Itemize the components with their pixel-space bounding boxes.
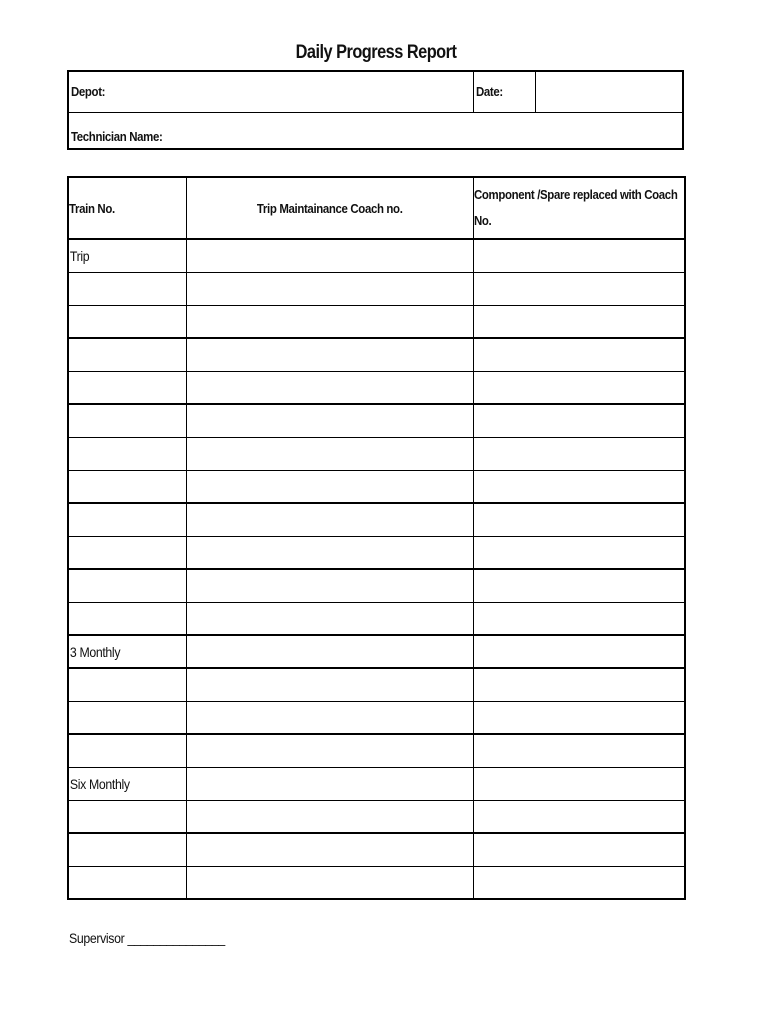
cell-train-no[interactable] — [68, 569, 186, 602]
cell-component[interactable] — [473, 536, 685, 569]
table-row — [68, 371, 685, 404]
cell-train-no[interactable] — [68, 272, 186, 305]
cell-component[interactable] — [473, 800, 685, 833]
cell-component[interactable] — [473, 602, 685, 635]
table-row — [68, 437, 685, 470]
cell-train-no[interactable] — [68, 470, 186, 503]
cell-component[interactable] — [473, 701, 685, 734]
cell-coach-no[interactable] — [186, 305, 473, 338]
cell-train-no[interactable] — [68, 668, 186, 701]
cell-component[interactable] — [473, 668, 685, 701]
table-row — [68, 668, 685, 701]
table-row — [68, 338, 685, 371]
date-label-cell — [474, 72, 536, 112]
technician-name-label: Technician Name: — [71, 129, 163, 144]
cell-component[interactable] — [473, 734, 685, 767]
table-row — [68, 635, 685, 668]
cell-coach-no[interactable] — [186, 602, 473, 635]
table-row — [68, 305, 685, 338]
cell-train-no[interactable] — [68, 338, 186, 371]
table-row — [68, 866, 685, 899]
header-train-no: Train No. — [68, 177, 186, 239]
report-title: Daily Progress Report — [295, 42, 457, 63]
cell-component[interactable] — [473, 404, 685, 437]
cell-coach-no[interactable] — [186, 635, 473, 668]
progress-table — [67, 176, 686, 900]
table-row — [68, 404, 685, 437]
cell-coach-no[interactable] — [186, 404, 473, 437]
table-row — [68, 272, 685, 305]
section-label-six-monthly: Six Monthly — [69, 775, 130, 792]
cell-component[interactable] — [473, 503, 685, 536]
depot-field[interactable] — [69, 72, 474, 112]
cell-coach-no[interactable] — [186, 800, 473, 833]
cell-component[interactable] — [473, 437, 685, 470]
cell-train-no[interactable] — [68, 701, 186, 734]
cell-component[interactable] — [473, 866, 685, 899]
cell-component[interactable] — [473, 371, 685, 404]
header-row-depot-date — [69, 72, 682, 113]
cell-train-no[interactable] — [68, 800, 186, 833]
table-row — [68, 602, 685, 635]
table-row — [68, 470, 685, 503]
table-row — [68, 569, 685, 602]
cell-train-no[interactable] — [68, 767, 186, 800]
cell-coach-no[interactable] — [186, 833, 473, 866]
cell-component[interactable] — [473, 635, 685, 668]
section-label-3-monthly: 3 Monthly — [69, 643, 121, 660]
cell-component[interactable] — [473, 272, 685, 305]
cell-train-no[interactable] — [68, 305, 186, 338]
cell-component[interactable] — [473, 470, 685, 503]
header-trip-maintenance-coach: Trip Maintainance Coach no. — [186, 177, 473, 239]
cell-train-no[interactable] — [68, 866, 186, 899]
cell-coach-no[interactable] — [186, 371, 473, 404]
supervisor-signature-line[interactable]: Supervisor _______________ — [69, 930, 225, 946]
cell-train-no[interactable] — [68, 734, 186, 767]
cell-coach-no[interactable] — [186, 437, 473, 470]
cell-coach-no[interactable] — [186, 536, 473, 569]
cell-train-no[interactable] — [68, 602, 186, 635]
cell-train-no[interactable] — [68, 239, 186, 272]
section-label-trip: Trip — [69, 247, 90, 264]
table-row — [68, 767, 685, 800]
table-row — [68, 734, 685, 767]
date-field[interactable] — [536, 72, 682, 112]
date-label: Date: — [476, 84, 503, 99]
table-row — [68, 701, 685, 734]
table-row — [68, 833, 685, 866]
cell-coach-no[interactable] — [186, 470, 473, 503]
cell-component[interactable] — [473, 767, 685, 800]
table-header-row — [68, 177, 685, 239]
cell-coach-no[interactable] — [186, 767, 473, 800]
depot-label: Depot: — [71, 84, 106, 99]
cell-coach-no[interactable] — [186, 272, 473, 305]
cell-coach-no[interactable] — [186, 239, 473, 272]
table-row — [68, 503, 685, 536]
cell-component[interactable] — [473, 833, 685, 866]
technician-name-field[interactable] — [69, 112, 682, 150]
cell-coach-no[interactable] — [186, 338, 473, 371]
cell-coach-no[interactable] — [186, 503, 473, 536]
table-row — [68, 536, 685, 569]
cell-coach-no[interactable] — [186, 866, 473, 899]
cell-component[interactable] — [473, 338, 685, 371]
cell-train-no[interactable] — [68, 371, 186, 404]
table-row — [68, 800, 685, 833]
report-header-box — [67, 70, 684, 150]
cell-train-no[interactable] — [68, 404, 186, 437]
cell-coach-no[interactable] — [186, 734, 473, 767]
header-component-spare: Component /Spare replaced with Coach No. — [473, 177, 685, 239]
cell-coach-no[interactable] — [186, 701, 473, 734]
cell-train-no[interactable] — [68, 437, 186, 470]
cell-component[interactable] — [473, 569, 685, 602]
cell-coach-no[interactable] — [186, 668, 473, 701]
table-row — [68, 239, 685, 272]
cell-train-no[interactable] — [68, 503, 186, 536]
cell-coach-no[interactable] — [186, 569, 473, 602]
cell-train-no[interactable] — [68, 635, 186, 668]
cell-component[interactable] — [473, 239, 685, 272]
cell-component[interactable] — [473, 305, 685, 338]
cell-train-no[interactable] — [68, 833, 186, 866]
cell-train-no[interactable] — [68, 536, 186, 569]
